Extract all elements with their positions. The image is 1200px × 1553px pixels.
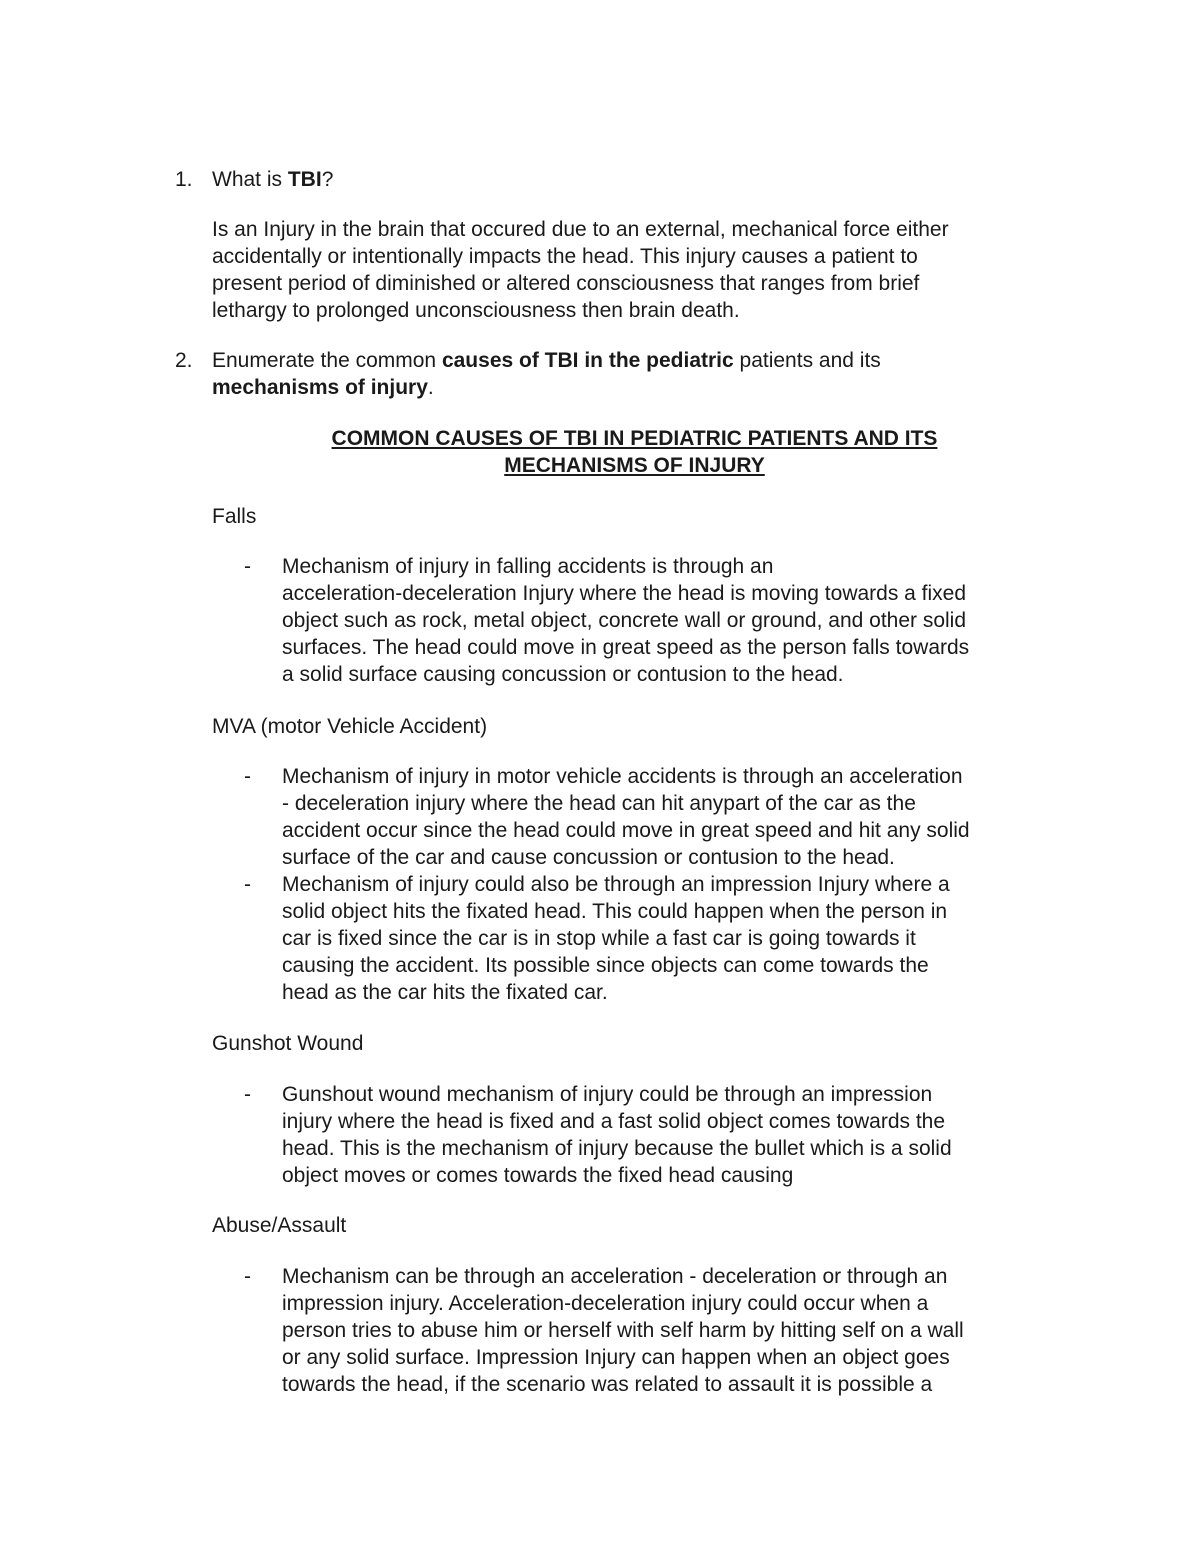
answer-line: accidentally or intentionally impacts the head. This injury causes a patient to — [212, 245, 918, 268]
question-1-term: TBI — [287, 168, 322, 191]
question-2-text: Enumerate the common causes of TBI in the pediatric patients and its mechanisms of injury. — [212, 349, 881, 399]
dash-marker: - — [244, 873, 251, 896]
answer-line: Is an Injury in the brain that occured due to an external, mechanical force either — [212, 218, 949, 241]
answer-line: present period of diminished or altered consciousness that ranges from brief — [212, 272, 920, 295]
bullet-item: - Mechanism of injury in motor vehicle accidents is through an acceleration - deceleration injury where the head can hit anypart of the car as the accident occur since the head could move in great speed and hit any solid surface of the car and cause concussion or contusion to the head. — [244, 765, 970, 869]
question-2-number: 2. — [175, 349, 193, 372]
bullet-item: - Mechanism of injury could also be through an impression Injury where a solid object hits the fixated head. This could happen when the person in car is fixed since the car is in stop while a fast car is going towards it causing the accident. Its possible since objects can come towards the head as the car hits the fixated car. — [244, 873, 950, 1004]
question-2-bold-phrase: causes of TBI in the pediatric — [441, 349, 734, 372]
question-1 — [175, 166, 1055, 193]
answer-line: lethargy to prolonged unconsciousness then brain death. — [212, 299, 740, 322]
category-mva: MVA (motor Vehicle Accident) — [212, 715, 488, 738]
question-2-bold-phrase: mechanisms of injury — [212, 376, 428, 399]
question-1-answer — [212, 216, 1062, 324]
bullet-item: - Gunshout wound mechanism of injury could be through an impression injury where the head is fixed and a fast solid object comes towards the head. This is the mechanism of injury because the bullet which is a solid object moves or comes towards the fixed head causing — [244, 1083, 952, 1187]
question-1-number: 1. — [175, 168, 193, 191]
category-falls: Falls — [212, 505, 257, 528]
category-abuse-assault: Abuse/Assault — [212, 1214, 347, 1237]
dash-marker: - — [244, 765, 251, 788]
question-2 — [175, 347, 1055, 401]
category-gunshot-wound: Gunshot Wound — [212, 1032, 364, 1055]
question-1-text: What is TBI? — [212, 168, 334, 191]
bullet-item: - Mechanism can be through an acceleration - deceleration or through an impression injury. Acceleration-deceleration injury could occur when a person tries to abuse him or herself with self harm by hitting self on a wall or any solid surface. Impression Injury can happen when an object goes towards the head, if the scenario was related to assault it is possible a — [244, 1265, 964, 1396]
dash-marker: - — [244, 1083, 251, 1106]
dash-marker: - — [244, 1265, 251, 1288]
dash-marker: - — [244, 555, 251, 578]
section-heading: COMMON CAUSES OF TBI IN PEDIATRIC PATIENTS AND ITS MECHANISMS OF INJURY — [331, 427, 938, 477]
bullet-item: - Mechanism of injury in falling accidents is through an acceleration-deceleration Injury where the head is moving towards a fixed object such as rock, metal object, concrete wall or ground, and other solid surfaces. The head could move in great speed as the person falls towards a solid surface causing concussion or contusion to the head. — [244, 555, 970, 686]
